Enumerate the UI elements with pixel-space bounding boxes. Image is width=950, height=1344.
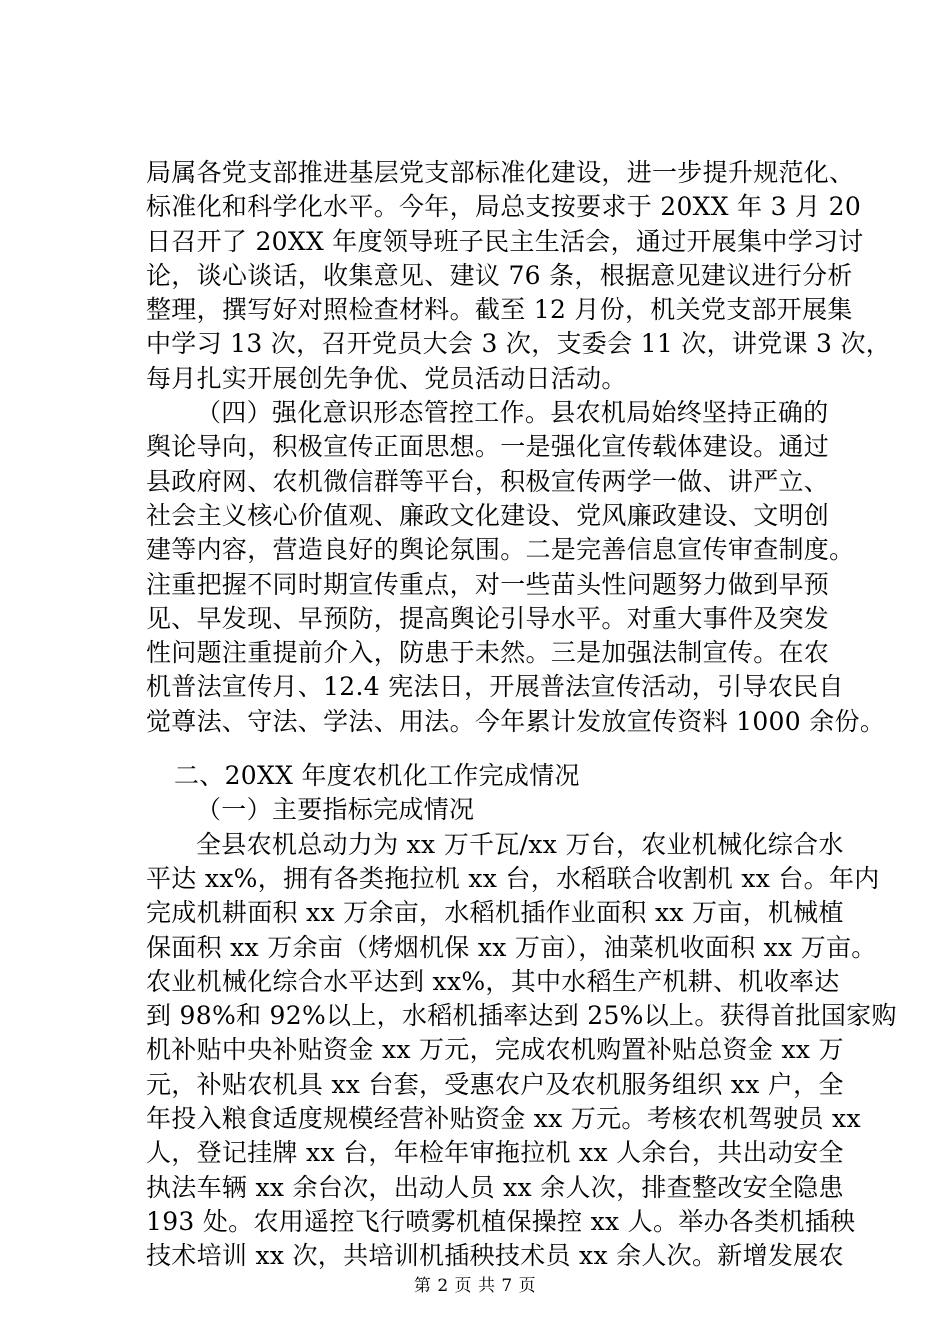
- text-line: 日召开了 20XX 年度领导班子民主生活会，通过开展集中学习讨: [146, 226, 864, 256]
- text-line: 觉尊法、守法、学法、用法。今年累计发放宣传资料 1000 余份。: [146, 706, 886, 736]
- text-line: 机补贴中央补贴资金 xx 万元，完成农机购置补贴总资金 xx 万: [146, 1035, 844, 1065]
- text-line: 机普法宣传月、12.4 宪法日，开展普法宣传活动，引导农民自: [146, 672, 844, 702]
- text-line: 人，登记挂牌 xx 台，年检年审拖拉机 xx 人余台，共出动安全: [146, 1138, 844, 1168]
- text-line: 性问题注重提前介入，防患于未然。三是加强法制宣传。在农: [146, 638, 830, 668]
- text-line: 元，补贴农机具 xx 台套，受惠农户及农机服务组织 xx 户，全: [146, 1069, 844, 1099]
- paragraph: [146, 156, 892, 396]
- text-line: 中学习 13 次，召开党员大会 3 次，支委会 11 次，讲党课 3 次，: [146, 329, 892, 359]
- text-line: 农业机械化综合水平达到 xx%，其中水稻生产机耕、机收率达: [146, 966, 840, 996]
- paragraph: [146, 793, 806, 827]
- text-line: 舆论导向，积极宣传正面思想。一是强化宣传载体建设。通过: [146, 432, 830, 462]
- text-line: 平达 xx%，拥有各类拖拉机 xx 台，水稻联合收割机 xx 台。年内: [146, 863, 880, 893]
- text-line: 论，谈心谈话，收集意见、建议 76 条，根据意见建议进行分析: [146, 260, 853, 290]
- text-line: 完成机耕面积 xx 万余亩，水稻机插作业面积 xx 万亩，机械植: [146, 898, 844, 928]
- page-footer: 第 2 页 共 7 页: [413, 1276, 537, 1296]
- text-line: 技术培训 xx 次，共培训机插秧技术员 xx 余人次。新增发展农: [146, 1241, 844, 1271]
- text-line: 建等内容，营造良好的舆论氛围。二是完善信息宣传审查制度。: [146, 535, 855, 565]
- text-line: 每月扎实开展创先争优、党员活动日活动。: [146, 363, 627, 393]
- text-line: 注重把握不同时期宣传重点，对一些苗头性问题努力做到早预: [146, 569, 830, 599]
- text-line: （四）强化意识形态管控工作。县农机局始终坚持正确的: [196, 398, 829, 428]
- text-line: 社会主义核心价值观、廉政文化建设、党风廉政建设、文明创: [146, 500, 830, 530]
- paragraph: [146, 396, 886, 739]
- text-line: 193 处。农用遥控飞行喷雾机植保操控 xx 人。举办各类机插秧: [146, 1206, 856, 1236]
- text-line: 全县农机总动力为 xx 万千瓦/xx 万台，农业机械化综合水: [196, 829, 844, 859]
- paragraph: [146, 759, 806, 793]
- text-line: 局属各党支部推进基层党支部标准化建设，进一步提升规范化、: [146, 158, 855, 187]
- text-line: 标准化和科学化水平。今年，局总支按要求于 20XX 年 3 月 20: [146, 192, 862, 222]
- text-line: 见、早发现、早预防，提高舆论引导水平。对重大事件及突发: [146, 603, 830, 633]
- text-line: （一）主要指标完成情况: [196, 795, 475, 825]
- text-line: 年投入粮食适度规模经营补贴资金 xx 万元。考核农机驾驶员 xx: [146, 1104, 861, 1134]
- text-line: 二、20XX 年度农机化工作完成情况: [174, 761, 580, 791]
- text-line: 到 98%和 92%以上，水稻机插率达到 25%以上。获得首批国家购: [146, 1001, 897, 1031]
- paragraph-gap: [146, 739, 806, 759]
- text-line: 保面积 xx 万余亩（烤烟机保 xx 万亩），油菜机收面积 xx 万亩。: [146, 932, 877, 962]
- document-body: [146, 156, 897, 1274]
- text-line: 执法车辆 xx 余台次，出动人员 xx 余人次，排查整改安全隐患: [146, 1172, 844, 1202]
- paragraph: [146, 828, 897, 1274]
- text-line: 县政府网、农机微信群等平台，积极宣传两学一做、讲严立、: [146, 466, 830, 496]
- text-line: 整理，撰写好对照检查材料。截至 12 月份，机关党支部开展集: [146, 295, 853, 325]
